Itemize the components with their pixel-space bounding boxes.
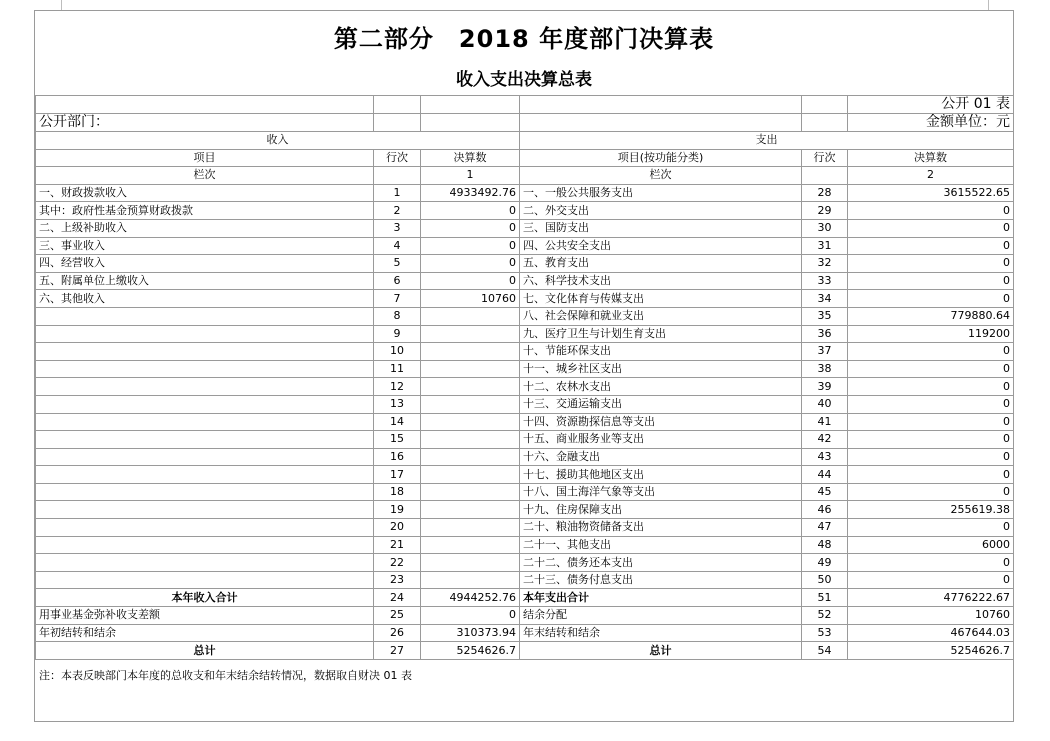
lanci-number: 2 — [848, 167, 1014, 185]
income-item — [36, 413, 374, 431]
expense-row-number: 44 — [802, 466, 848, 484]
table-row — [36, 554, 1014, 572]
table-row — [36, 519, 1014, 537]
expense-item: 十一、城乡社区支出 — [520, 360, 802, 378]
expense-row-number: 36 — [802, 325, 848, 343]
table-row — [36, 448, 1014, 466]
income-item: 四、经营收入 — [36, 255, 374, 273]
summary-row — [36, 607, 1014, 625]
income-item: 其中：政府性基金预算财政拨款 — [36, 202, 374, 220]
income-amount — [421, 325, 520, 343]
summary-expense-item: 本年支出合计 — [520, 589, 802, 607]
income-item: 五、附属单位上缴收入 — [36, 272, 374, 290]
income-row-number: 10 — [374, 343, 421, 361]
table-row — [36, 378, 1014, 396]
expense-row-number: 41 — [802, 413, 848, 431]
expense-row-number: 30 — [802, 219, 848, 237]
expense-amount: 0 — [848, 431, 1014, 449]
expense-amount: 255619.38 — [848, 501, 1014, 519]
col-row-header: 行次 — [802, 149, 848, 167]
income-row-number: 19 — [374, 501, 421, 519]
income-amount — [421, 519, 520, 537]
expense-item: 五、教育支出 — [520, 255, 802, 273]
expense-item: 十三、交通运输支出 — [520, 395, 802, 413]
summary-income-item: 总计 — [36, 642, 374, 660]
col-item-header: 项目 — [36, 149, 374, 167]
expense-item: 二十、粮油物资储备支出 — [520, 519, 802, 537]
expense-amount: 0 — [848, 571, 1014, 589]
expense-row-number: 32 — [802, 255, 848, 273]
income-amount — [421, 307, 520, 325]
expense-item: 十四、资源勘探信息等支出 — [520, 413, 802, 431]
income-amount — [421, 571, 520, 589]
income-row-number: 1 — [374, 184, 421, 202]
income-header: 收入 — [36, 132, 520, 150]
table-row — [36, 431, 1014, 449]
income-amount: 0 — [421, 237, 520, 255]
expense-amount: 0 — [848, 272, 1014, 290]
expense-item: 三、国防支出 — [520, 219, 802, 237]
footnote: 注：本表反映部门本年度的总收支和年末结余结转情况，数据取自财决 01 表 — [39, 669, 412, 682]
lanci-label: 栏次 — [520, 167, 802, 185]
summary-expense-item: 结余分配 — [520, 607, 802, 625]
summary-expense-item: 年末结转和结余 — [520, 624, 802, 642]
income-item — [36, 431, 374, 449]
table-code: 公开 01 表 — [848, 96, 1014, 114]
expense-amount: 0 — [848, 219, 1014, 237]
table-row — [36, 413, 1014, 431]
expense-amount: 779880.64 — [848, 307, 1014, 325]
income-amount — [421, 343, 520, 361]
table-row — [36, 202, 1014, 220]
expense-row-number: 43 — [802, 448, 848, 466]
table-row — [36, 325, 1014, 343]
income-amount — [421, 378, 520, 396]
summary-expense-row-number: 51 — [802, 589, 848, 607]
income-row-number: 5 — [374, 255, 421, 273]
income-amount: 10760 — [421, 290, 520, 308]
summary-income-amount: 310373.94 — [421, 624, 520, 642]
expense-amount: 0 — [848, 519, 1014, 537]
table-row — [36, 501, 1014, 519]
income-row-number: 9 — [374, 325, 421, 343]
expense-item: 七、文化体育与传媒支出 — [520, 290, 802, 308]
expense-amount: 0 — [848, 237, 1014, 255]
expense-row-number: 39 — [802, 378, 848, 396]
income-amount: 4933492.76 — [421, 184, 520, 202]
income-amount — [421, 501, 520, 519]
expense-row-number: 42 — [802, 431, 848, 449]
expense-item: 二十三、债务付息支出 — [520, 571, 802, 589]
income-item — [36, 519, 374, 537]
expense-amount: 6000 — [848, 536, 1014, 554]
income-amount: 0 — [421, 272, 520, 290]
expense-row-number: 31 — [802, 237, 848, 255]
expense-item: 八、社会保障和就业支出 — [520, 307, 802, 325]
expense-amount: 0 — [848, 395, 1014, 413]
summary-expense-item: 总计 — [520, 642, 802, 660]
income-item — [36, 536, 374, 554]
table-row — [36, 360, 1014, 378]
col-amount-header: 决算数 — [848, 149, 1014, 167]
income-row-number: 14 — [374, 413, 421, 431]
income-item: 六、其他收入 — [36, 290, 374, 308]
expense-row-number: 29 — [802, 202, 848, 220]
summary-income-item: 用事业基金弥补收支差额 — [36, 607, 374, 625]
summary-row — [36, 624, 1014, 642]
summary-expense-amount: 5254626.7 — [848, 642, 1014, 660]
expense-item: 十五、商业服务业等支出 — [520, 431, 802, 449]
unit-label: 金额单位：元 — [848, 114, 1014, 132]
income-item — [36, 307, 374, 325]
report-sheet — [34, 10, 1014, 722]
table-row — [36, 536, 1014, 554]
income-item — [36, 378, 374, 396]
income-amount — [421, 448, 520, 466]
income-item: 一、财政拨款收入 — [36, 184, 374, 202]
income-row-number: 8 — [374, 307, 421, 325]
income-item — [36, 571, 374, 589]
expense-row-number: 38 — [802, 360, 848, 378]
income-row-number: 11 — [374, 360, 421, 378]
expense-amount: 0 — [848, 202, 1014, 220]
expense-item: 二十二、债务还本支出 — [520, 554, 802, 572]
blank-cell — [802, 167, 848, 185]
income-item — [36, 501, 374, 519]
blank-cell — [374, 167, 421, 185]
expense-row-number: 40 — [802, 395, 848, 413]
table-row — [36, 307, 1014, 325]
income-row-number: 13 — [374, 395, 421, 413]
meta-cell — [802, 96, 848, 114]
meta-cell — [421, 114, 520, 132]
income-row-number: 23 — [374, 571, 421, 589]
summary-row — [36, 589, 1014, 607]
expense-amount: 0 — [848, 378, 1014, 396]
expense-item: 十六、金融支出 — [520, 448, 802, 466]
summary-income-row-number: 26 — [374, 624, 421, 642]
summary-income-row-number: 27 — [374, 642, 421, 660]
income-amount: 0 — [421, 219, 520, 237]
expense-row-number: 48 — [802, 536, 848, 554]
income-row-number: 6 — [374, 272, 421, 290]
income-item: 三、事业收入 — [36, 237, 374, 255]
summary-income-row-number: 25 — [374, 607, 421, 625]
department-label: 公开部门： — [36, 114, 374, 132]
expense-item: 四、公共安全支出 — [520, 237, 802, 255]
page-top-guides — [0, 0, 1050, 10]
income-amount — [421, 536, 520, 554]
expense-amount: 0 — [848, 466, 1014, 484]
summary-income-amount: 0 — [421, 607, 520, 625]
income-item — [36, 343, 374, 361]
income-row-number: 16 — [374, 448, 421, 466]
expense-amount: 0 — [848, 255, 1014, 273]
page-title: 第二部分 2018 年度部门决算表 — [333, 25, 715, 53]
summary-income-row-number: 24 — [374, 589, 421, 607]
income-amount: 0 — [421, 202, 520, 220]
table-row — [36, 237, 1014, 255]
expense-item: 六、科学技术支出 — [520, 272, 802, 290]
expense-amount: 3615522.65 — [848, 184, 1014, 202]
expense-header: 支出 — [520, 132, 1014, 150]
expense-amount: 0 — [848, 483, 1014, 501]
income-row-number: 15 — [374, 431, 421, 449]
summary-expense-row-number: 53 — [802, 624, 848, 642]
table-row — [36, 571, 1014, 589]
summary-income-item: 本年收入合计 — [36, 589, 374, 607]
expense-item: 十、节能环保支出 — [520, 343, 802, 361]
summary-income-item: 年初结转和结余 — [36, 624, 374, 642]
income-item — [36, 325, 374, 343]
summary-expense-amount: 4776222.67 — [848, 589, 1014, 607]
income-row-number: 20 — [374, 519, 421, 537]
income-amount — [421, 413, 520, 431]
expense-amount: 0 — [848, 290, 1014, 308]
meta-cell — [520, 96, 802, 114]
summary-expense-row-number: 52 — [802, 607, 848, 625]
expense-item: 二十一、其他支出 — [520, 536, 802, 554]
income-amount — [421, 483, 520, 501]
income-row-number: 12 — [374, 378, 421, 396]
income-item — [36, 483, 374, 501]
table-row — [36, 272, 1014, 290]
income-amount — [421, 554, 520, 572]
income-item — [36, 554, 374, 572]
summary-expense-row-number: 54 — [802, 642, 848, 660]
income-row-number: 4 — [374, 237, 421, 255]
table-row — [36, 483, 1014, 501]
income-amount — [421, 395, 520, 413]
meta-cell — [374, 114, 421, 132]
table-row — [36, 290, 1014, 308]
summary-income-amount: 5254626.7 — [421, 642, 520, 660]
income-amount — [421, 466, 520, 484]
expense-row-number: 46 — [802, 501, 848, 519]
expense-amount: 0 — [848, 343, 1014, 361]
income-item — [36, 360, 374, 378]
table-row — [36, 466, 1014, 484]
table-row — [36, 395, 1014, 413]
expense-amount: 119200 — [848, 325, 1014, 343]
meta-cell — [520, 114, 802, 132]
table-row — [36, 343, 1014, 361]
expense-row-number: 50 — [802, 571, 848, 589]
col-item-func-header: 项目(按功能分类) — [520, 149, 802, 167]
income-item — [36, 395, 374, 413]
table-row — [36, 219, 1014, 237]
expense-row-number: 49 — [802, 554, 848, 572]
expense-item: 十九、住房保障支出 — [520, 501, 802, 519]
meta-cell — [421, 96, 520, 114]
expense-item: 一、一般公共服务支出 — [520, 184, 802, 202]
expense-amount: 0 — [848, 554, 1014, 572]
meta-cell — [374, 96, 421, 114]
expense-item: 十二、农林水支出 — [520, 378, 802, 396]
expense-item: 十七、援助其他地区支出 — [520, 466, 802, 484]
income-item — [36, 448, 374, 466]
income-amount — [421, 360, 520, 378]
income-row-number: 18 — [374, 483, 421, 501]
income-item: 二、上级补助收入 — [36, 219, 374, 237]
expense-item: 九、医疗卫生与计划生育支出 — [520, 325, 802, 343]
expense-row-number: 47 — [802, 519, 848, 537]
income-row-number: 17 — [374, 466, 421, 484]
page-subtitle: 收入支出决算总表 — [456, 70, 592, 90]
table-row — [36, 184, 1014, 202]
expense-row-number: 35 — [802, 307, 848, 325]
expense-row-number: 33 — [802, 272, 848, 290]
expense-row-number: 28 — [802, 184, 848, 202]
expense-amount: 0 — [848, 413, 1014, 431]
income-row-number: 2 — [374, 202, 421, 220]
expense-row-number: 37 — [802, 343, 848, 361]
income-amount — [421, 431, 520, 449]
income-row-number: 3 — [374, 219, 421, 237]
table-row — [36, 255, 1014, 273]
summary-row — [36, 642, 1014, 660]
lanci-label: 栏次 — [36, 167, 374, 185]
meta-cell — [802, 114, 848, 132]
summary-income-amount: 4944252.76 — [421, 589, 520, 607]
income-row-number: 7 — [374, 290, 421, 308]
expense-item: 十八、国土海洋气象等支出 — [520, 483, 802, 501]
income-row-number: 22 — [374, 554, 421, 572]
income-amount: 0 — [421, 255, 520, 273]
income-expense-table — [35, 95, 1014, 660]
income-row-number: 21 — [374, 536, 421, 554]
expense-row-number: 45 — [802, 483, 848, 501]
expense-row-number: 34 — [802, 290, 848, 308]
expense-amount: 0 — [848, 448, 1014, 466]
income-item — [36, 466, 374, 484]
expense-item: 二、外交支出 — [520, 202, 802, 220]
expense-amount: 0 — [848, 360, 1014, 378]
summary-expense-amount: 467644.03 — [848, 624, 1014, 642]
lanci-number: 1 — [421, 167, 520, 185]
col-row-header: 行次 — [374, 149, 421, 167]
summary-expense-amount: 10760 — [848, 607, 1014, 625]
meta-cell — [36, 96, 374, 114]
col-amount-header: 决算数 — [421, 149, 520, 167]
